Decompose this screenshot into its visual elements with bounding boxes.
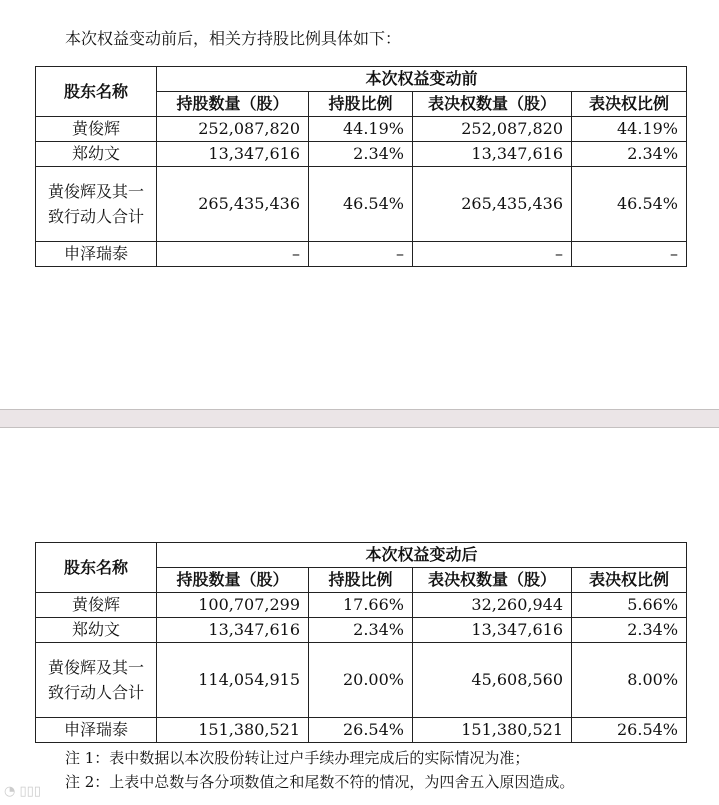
header-col: 持股数量（股） [157,568,309,593]
header-col: 表决权数量（股） [413,568,572,593]
cell-value: 114,054,915 [157,643,309,718]
cell-value: 252,087,820 [413,117,572,142]
cell-value: 44.19% [309,117,413,142]
header-col: 持股比例 [309,568,413,593]
shareholder-name: 黄俊辉 [36,593,157,618]
cell-value: 265,435,436 [413,167,572,242]
table-row [36,167,687,242]
cell-value: 151,380,521 [157,718,309,743]
watermark-logo: ◔ ▯▯▯ [4,784,41,799]
cell-value: 8.00% [572,643,687,718]
header-col: 持股数量（股） [157,92,309,117]
cell-value: 45,608,560 [413,643,572,718]
cell-value: 2.34% [572,618,687,643]
cell-value: 2.34% [309,142,413,167]
cell-value: 265,435,436 [157,167,309,242]
cell-value: – [157,242,309,267]
cell-value: 13,347,616 [157,618,309,643]
cell-value: – [309,242,413,267]
cell-value: 44.19% [572,117,687,142]
header-title: 本次权益变动后 [157,543,687,568]
cell-value: 252,087,820 [157,117,309,142]
cell-value: 46.54% [572,167,687,242]
table-row [36,643,687,718]
before-table [35,66,687,267]
table-row [36,117,687,142]
cell-value: 17.66% [309,593,413,618]
cell-value: 100,707,299 [157,593,309,618]
cell-value: 13,347,616 [413,618,572,643]
shareholder-name: 郑幼文 [36,142,157,167]
shareholder-name: 郑幼文 [36,618,157,643]
table-row [36,618,687,643]
header-name: 股东名称 [36,543,157,593]
cell-value: 26.54% [309,718,413,743]
cell-value: 13,347,616 [413,142,572,167]
cell-value: – [572,242,687,267]
shareholder-name: 申泽瑞泰 [36,718,157,743]
cell-value: 13,347,616 [157,142,309,167]
intro-text: 本次权益变动前后，相关方持股比例具体如下： [65,29,402,48]
cell-value: 2.34% [309,618,413,643]
page-break [0,409,719,428]
note-2: 注 2：上表中总数与各分项数值之和尾数不符的情况，为四舍五入原因造成。 [65,773,575,791]
table-row [36,718,687,743]
table-row [36,242,687,267]
cell-value: 20.00% [309,643,413,718]
header-title: 本次权益变动前 [157,67,687,92]
header-col: 表决权数量（股） [413,92,572,117]
cell-value: 26.54% [572,718,687,743]
header-col: 持股比例 [309,92,413,117]
cell-value: 32,260,944 [413,593,572,618]
cell-value: 5.66% [572,593,687,618]
table-row [36,593,687,618]
header-col: 表决权比例 [572,92,687,117]
header-col: 表决权比例 [572,568,687,593]
shareholder-name: 黄俊辉及其一致行动人合计 [36,167,157,242]
note-1: 注 1：表中数据以本次股份转让过户手续办理完成后的实际情况为准； [65,749,530,767]
shareholder-name: 黄俊辉及其一致行动人合计 [36,643,157,718]
table-row [36,142,687,167]
shareholder-name: 申泽瑞泰 [36,242,157,267]
after-table [35,542,687,743]
shareholder-name: 黄俊辉 [36,117,157,142]
header-name: 股东名称 [36,67,157,117]
cell-value: – [413,242,572,267]
cell-value: 2.34% [572,142,687,167]
cell-value: 151,380,521 [413,718,572,743]
cell-value: 46.54% [309,167,413,242]
